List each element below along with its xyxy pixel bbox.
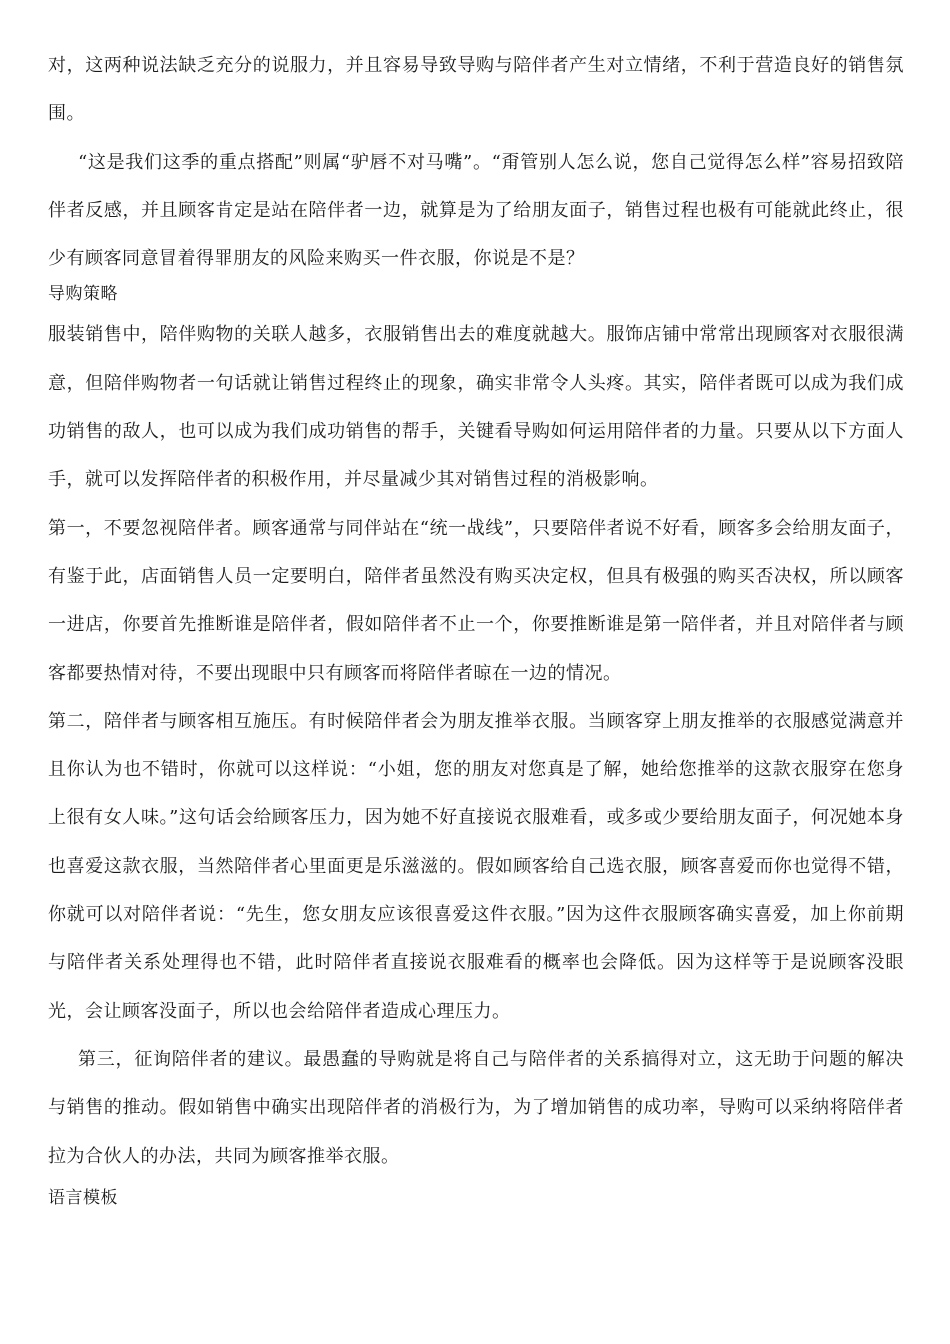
paragraph-strategy-overview: 服装销售中，陪伴购物的关联人越多，衣服销售出去的难度就越大。服饰店铺中常常出现顾客对衣服很满意，但陪伴购物者一句话就让销售过程终止的现象，确实非常令人头疼。其实，陪伴者既可以成为我们成功销售的敌人，也可以成为我们成功销售的帮手，关键看导购如何运用陪伴者的力量。只要从以下方面人手，就可以发挥陪伴者的积极作用，并尽量减少其对销售过程的消极影响。 — [48, 324, 904, 491]
paragraph-point-three: 第三，征询陪伴者的建议。最愚蠢的导购就是将自己与陪伴者的关系搞得对立，这无助于问题的解决与销售的推动。假如销售中确实出现陪伴者的消极行为，为了增加销售的成功率，导购可以采纳将陪伴者拉为合伙人的办法，共同为顾客推举衣服。 — [48, 1048, 904, 1167]
paragraph-analysis: “这是我们这季的重点搭配”则属“驴唇不对马嘴”。“甭管别人怎么说，您自己觉得怎么样”容易招致陪伴者反感，并且顾客肯定是站在陪伴者一边，就算是为了给朋友面子，销售过程也极有可能就此终止，很少有顾客同意冒着得罪朋友的风险来购买一件衣服，你说是不是？ — [48, 151, 904, 270]
heading-template: 语言模板 — [48, 1187, 118, 1208]
paragraph-point-two: 第二，陪伴者与顾客相互施压。有时候陪伴者会为朋友推举衣服。当顾客穿上朋友推举的衣服感觉满意并且你认为也不错时，你就可以这样说：“小姐，您的朋友对您真是了解，她给您推举的这款衣服穿在您身上很有女人味。”这句话会给顾客压力，因为她不好直接说衣服难看，或多或少要给朋友面子，何况她本身也喜爱这款衣服，当然陪伴者心里面更是乐滋滋的。假如顾客给自己选衣服，顾客喜爱而你也觉得不错，你就可以对陪伴者说：“先生，您女朋友应该很喜爱这件衣服。”因为这件衣服顾客确实喜爱，加上你前期与陪伴者关系处理得也不错，此时陪伴者直接说衣服难看的概率也会降低。因为这样等于是说顾客没眼光，会让顾客没面子，所以也会给陪伴者造成心理压力。 — [48, 710, 904, 1022]
document-page — [48, 42, 904, 1215]
paragraph-point-one: 第一，不要忽视陪伴者。顾客通常与同伴站在“统一战线”，只要陪伴者说不好看，顾客多会给朋友面子，有鉴于此，店面销售人员一定要明白，陪伴者虽然没有购买决定权，但具有极强的购买否决权，所以顾客一进店，你要首先推断谁是陪伴者，假如陪伴者不止一个，你要推断谁是第一陪伴者，并且对陪伴者与顾客都要热情对待，不要出现眼中只有顾客而将陪伴者晾在一边的情况。 — [48, 517, 904, 684]
paragraph-intro-continuation: 对，这两种说法缺乏充分的说服力，并且容易导致导购与陪伴者产生对立情绪，不利于营造良好的销售氛围。 — [48, 55, 904, 125]
heading-strategy: 导购策略 — [48, 284, 118, 305]
